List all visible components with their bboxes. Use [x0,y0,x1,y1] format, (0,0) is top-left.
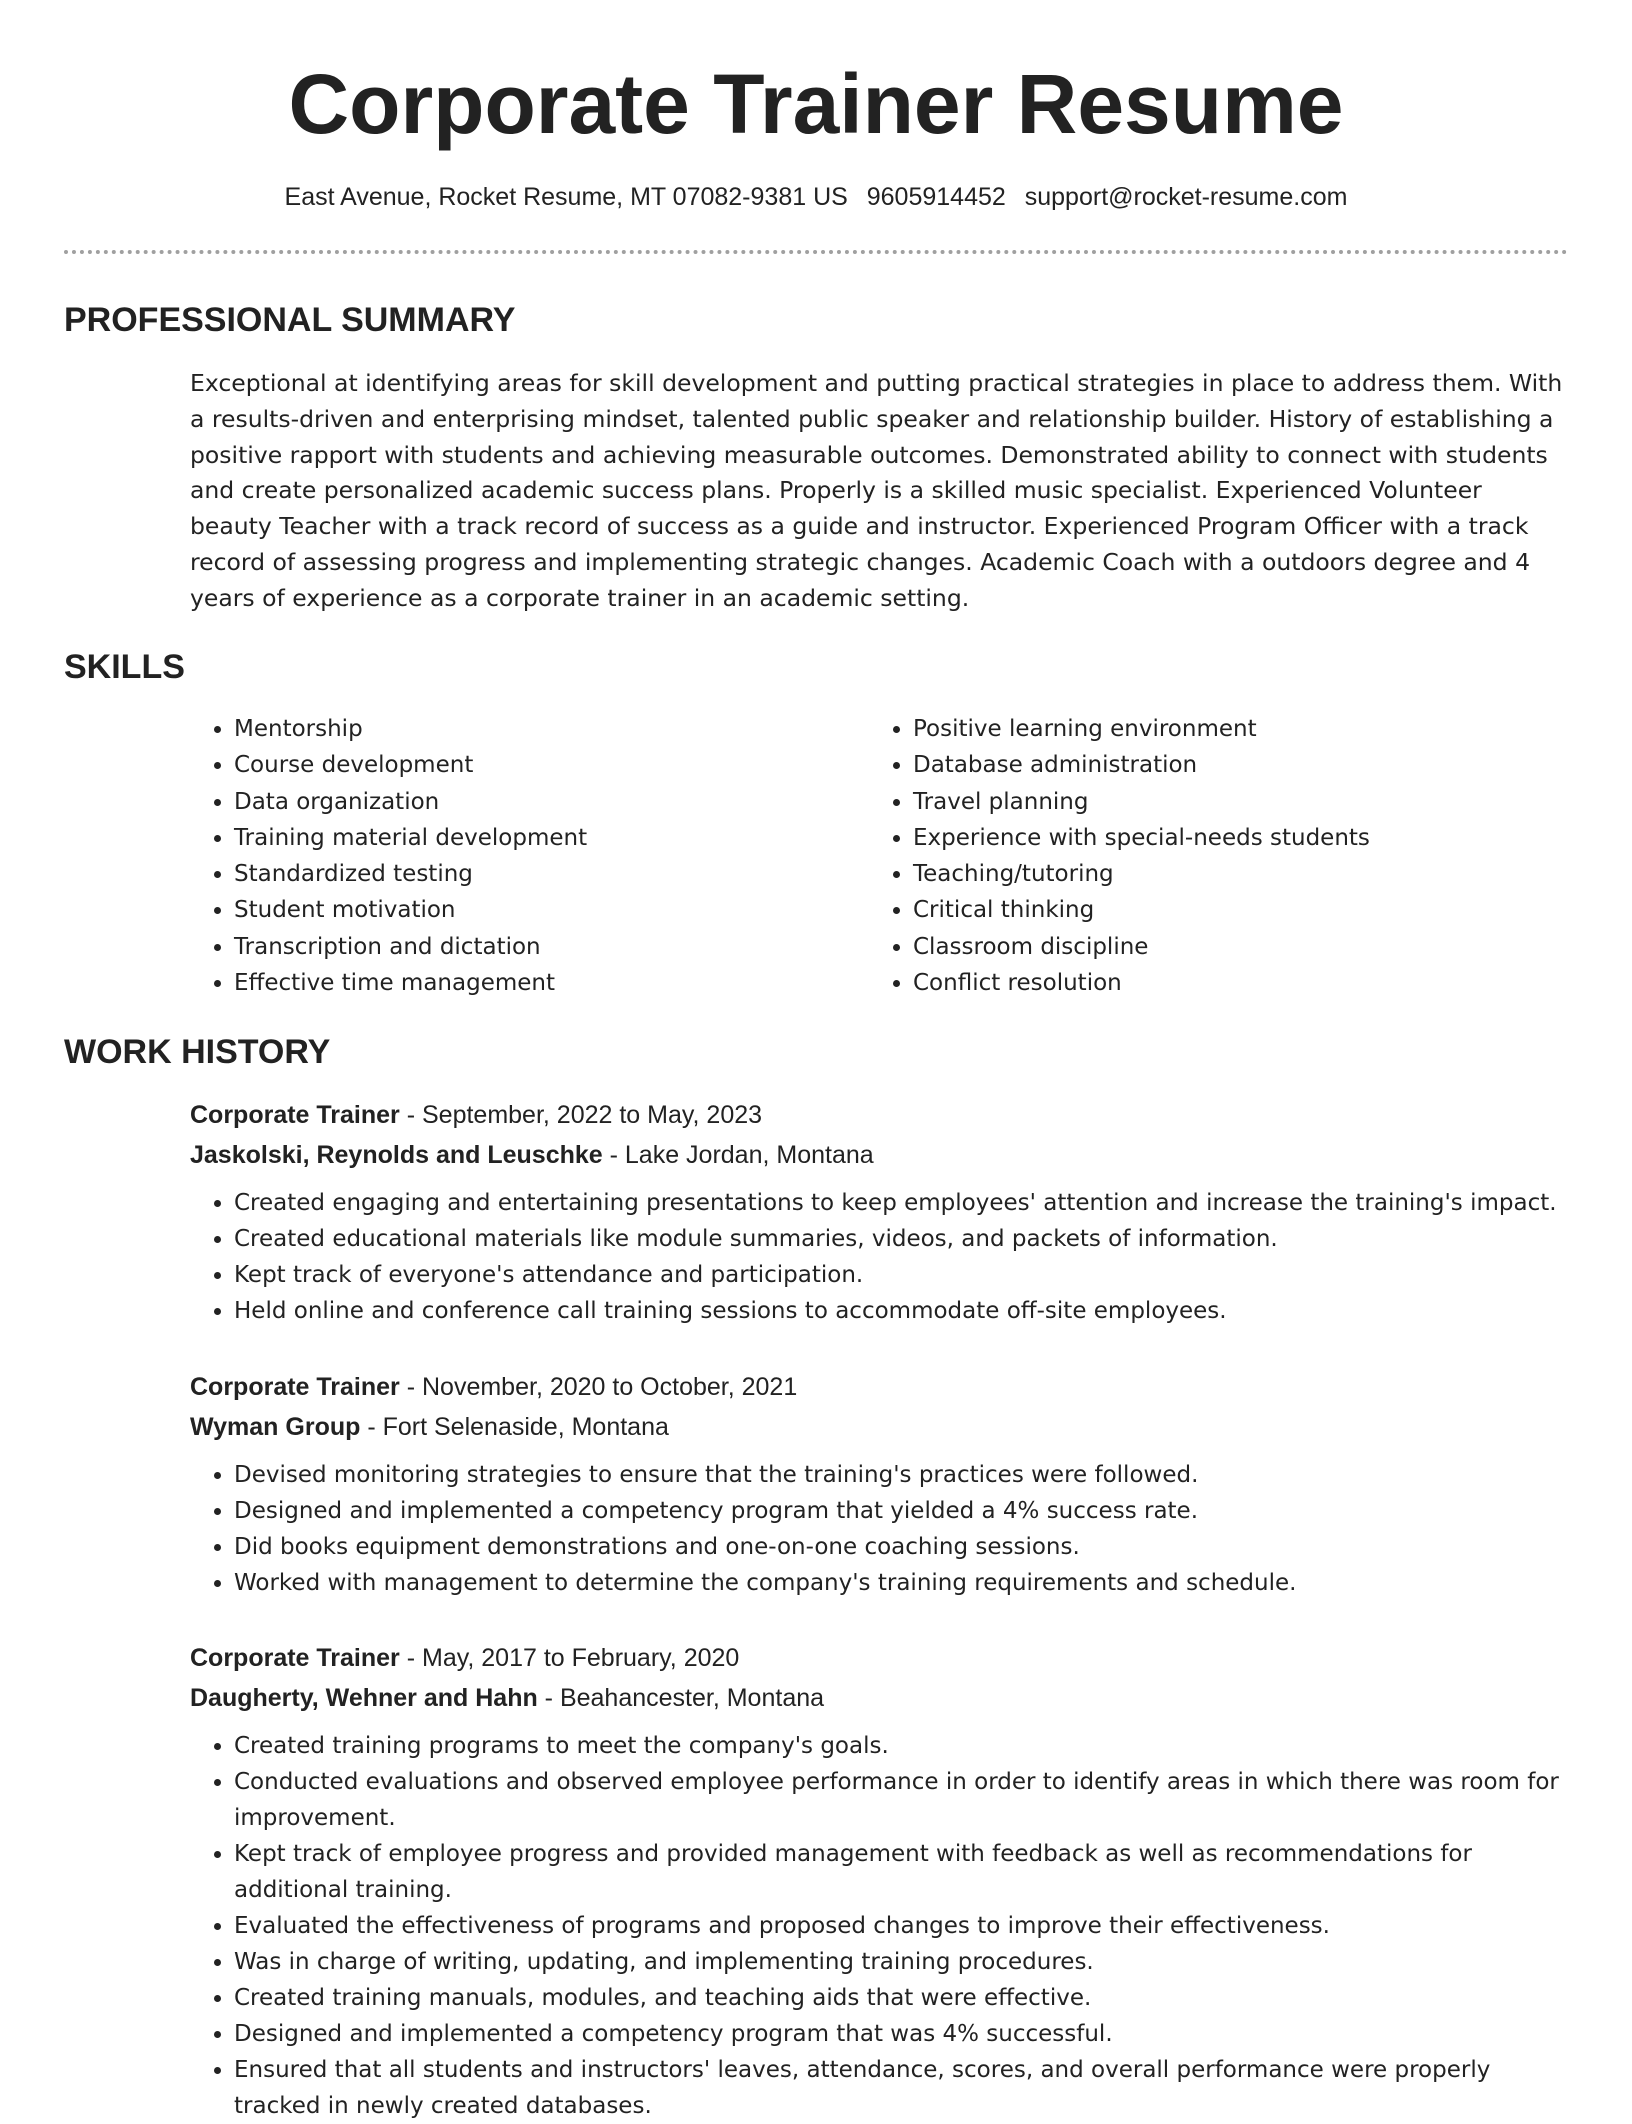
skill-item: • Teaching/tutoring [913,856,1553,892]
skill-item: • Positive learning environment [913,711,1553,747]
skill-item: • Travel planning [913,784,1553,820]
work-history-heading: WORK HISTORY [64,1033,331,1071]
skill-item: • Classroom discipline [913,929,1553,965]
job-bullet: • Ensured that all students and instructors' leaves, attendance, scores, and overall performance were properly tracked in newly created databases. [234,2052,1570,2124]
job-bullet: • Devised monitoring strategies to ensure that the training's practices were followed. [234,1457,1570,1493]
job-company-line [190,1135,1570,1175]
job-company: Daugherty, Wehner and Hahn [190,1684,538,1712]
job-dates: - November, 2020 to October, 2021 [399,1373,798,1401]
job-bullet: • Created training programs to meet the company's goals. [234,1728,1570,1764]
job-entry [190,1367,1570,1601]
job-bullet: • Conducted evaluations and observed employee performance in order to identify areas in which there was room for improvement. [234,1764,1570,1836]
skills-list-right [869,711,1553,1001]
contact-address: East Avenue, Rocket Resume, MT 07082-9381 US [284,183,848,211]
job-bullet: • Kept track of everyone's attendance and participation. [234,1257,1570,1293]
skill-item: • Database administration [913,747,1553,783]
summary-heading: PROFESSIONAL SUMMARY [64,301,516,339]
job-bullet: • Created training manuals, modules, and teaching aids that were effective. [234,1980,1570,2016]
job-location: - Fort Selenaside, Montana [360,1413,669,1441]
job-company: Wyman Group [190,1413,361,1441]
skill-item: • Course development [234,747,874,783]
job-bullet: • Designed and implemented a competency program that yielded a 4% success rate. [234,1493,1570,1529]
skill-item: • Student motivation [234,892,874,928]
contact-phone: 9605914452 [866,183,1006,211]
job-entry [190,1638,1570,2124]
skill-item: • Transcription and dictation [234,929,874,965]
job-title: Corporate Trainer [190,1101,400,1129]
job-dates: - May, 2017 to February, 2020 [399,1644,740,1672]
skills-list-left [190,711,874,1001]
job-title: Corporate Trainer [190,1644,400,1672]
job-title: Corporate Trainer [190,1373,400,1401]
job-company: Jaskolski, Reynolds and Leuschke [190,1141,603,1169]
summary-text: Exceptional at identifying areas for skill development and putting practical strategies in place to address them. With a results-driven and enterprising mindset, talented public speaker and relationship builder. History of establishing a positive rapport with students and achieving measurable outcomes. Demonstrated ability to connect with students and create personalized academic success plans. Properly is a skilled music specialist. Experienced Volunteer beauty Teacher with a track record of success as a guide and instructor. Experienced Program Officer with a track record of assessing progress and implementing strategic changes. Academic Coach with a outdoors degree and 4 years of experience as a corporate trainer in an academic setting. [190,369,1563,612]
job-bullet: • Designed and implemented a competency program that was 4% successful. [234,2016,1570,2052]
job-location: - Beahancester, Montana [537,1684,825,1712]
job-title-line [190,1095,1570,1135]
skills-heading: SKILLS [64,648,185,686]
job-bullet: • Evaluated the effectiveness of programs and proposed changes to improve their effectiveness. [234,1908,1570,1944]
job-company-line [190,1678,1570,1718]
contact-line [0,180,1632,214]
job-bullets [190,1185,1570,1329]
skill-item: • Critical thinking [913,892,1553,928]
skill-item: • Experience with special-needs students [913,820,1553,856]
skill-item: • Training material development [234,820,874,856]
job-entry [190,1095,1570,1329]
job-bullet: • Created educational materials like module summaries, videos, and packets of information. [234,1221,1570,1257]
job-bullet: • Did books equipment demonstrations and one-on-one coaching sessions. [234,1529,1570,1565]
skill-item: • Conflict resolution [913,965,1553,1001]
job-dates: - September, 2022 to May, 2023 [399,1101,763,1129]
header-divider [64,250,1568,254]
job-bullet: • Created engaging and entertaining presentations to keep employees' attention and increase the training's impact. [234,1185,1570,1221]
job-bullet: • Kept track of employee progress and provided management with feedback as well as recommendations for additional training. [234,1836,1570,1908]
job-location: - Lake Jordan, Montana [602,1141,874,1169]
job-title-line [190,1367,1570,1407]
job-title-line [190,1638,1570,1678]
skill-item: • Data organization [234,784,874,820]
skill-item: • Mentorship [234,711,874,747]
contact-email[interactable]: support@rocket-resume.com [1024,183,1348,211]
job-bullets [190,1728,1570,2124]
job-bullet: • Was in charge of writing, updating, and implementing training procedures. [234,1944,1570,1980]
skill-item: • Effective time management [234,965,874,1001]
job-bullet: • Worked with management to determine the company's training requirements and schedule. [234,1565,1570,1601]
resume-title: Corporate Trainer Resume [288,57,1344,151]
job-bullets [190,1457,1570,1601]
job-company-line [190,1407,1570,1447]
skill-item: • Standardized testing [234,856,874,892]
job-bullet: • Held online and conference call training sessions to accommodate off-site employees. [234,1293,1570,1329]
